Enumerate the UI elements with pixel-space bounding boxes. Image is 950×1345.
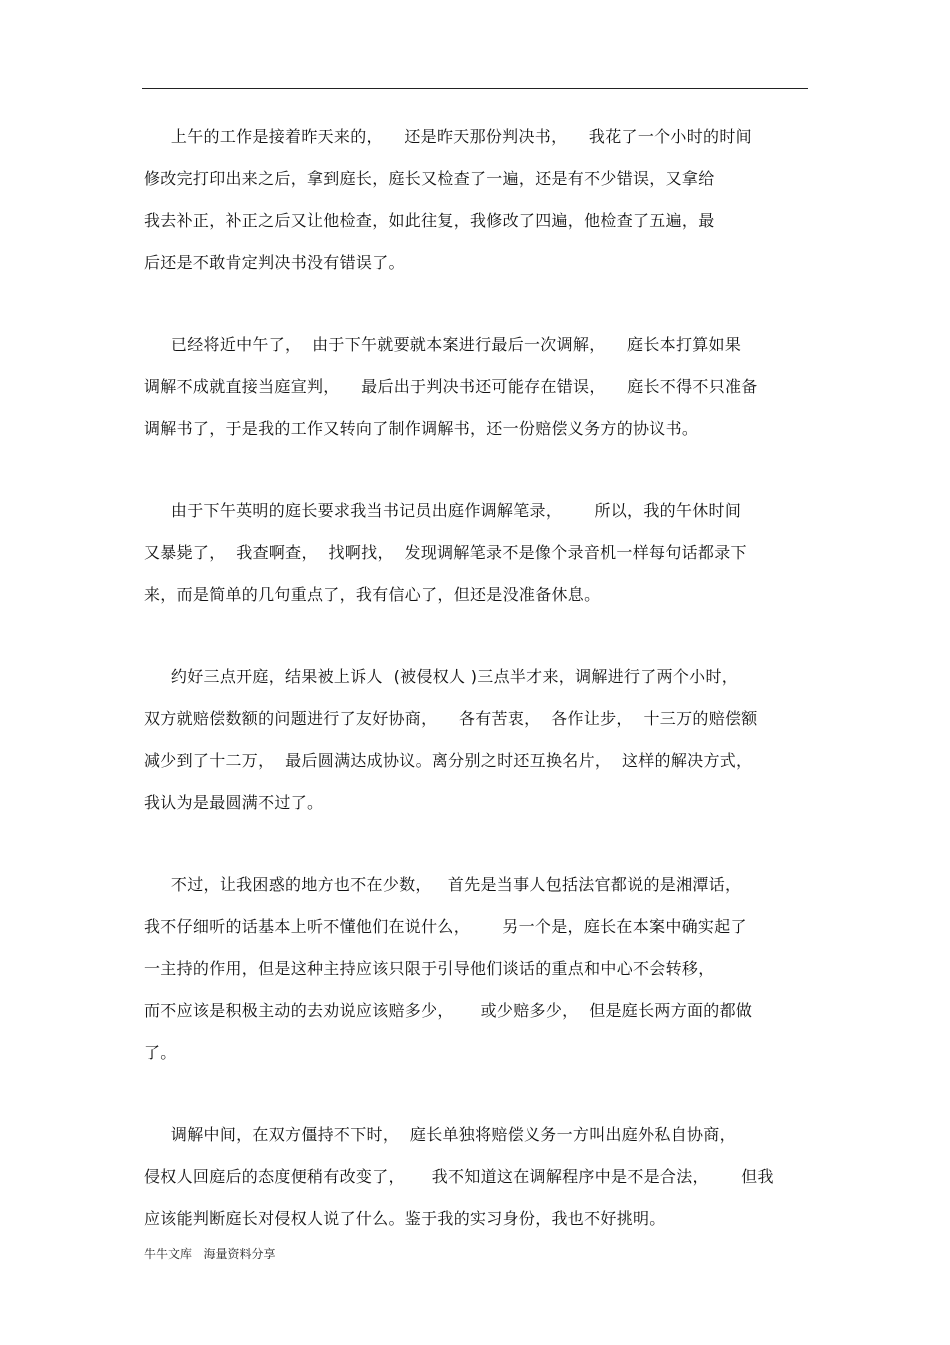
paragraph-3 <box>144 490 810 616</box>
paragraph-line: 双方就赔偿数额的问题进行了友好协商， 各有苦衷， 各作让步， 十三万的赔偿额 <box>144 709 758 728</box>
paragraph-line: 侵权人回庭后的态度便稍有改变了， 我不知道这在调解程序中是不是合法， 但我 <box>144 1167 774 1186</box>
paragraph-line: 调解不成就直接当庭宣判， 最后出于判决书还可能存在错误， 庭长不得不只准备 <box>144 377 758 396</box>
header-rule <box>142 88 808 89</box>
paragraph-line: 后还是不敢肯定判决书没有错误了。 <box>144 253 405 272</box>
paragraph-line: 而不应该是积极主动的去劝说应该赔多少， 或少赔多少， 但是庭长两方面的都做 <box>144 1001 753 1020</box>
paragraph-line: 我不仔细听的话基本上听不懂他们在说什么， 另一个是，庭长在本案中确实起了 <box>144 917 747 936</box>
paragraph-line: 我去补正，补正之后又让他检查，如此往复，我修改了四遍，他检查了五遍，最 <box>144 211 715 230</box>
paragraph-line: 调解中间，在双方僵持不下时， 庭长单独将赔偿义务一方叫出庭外私自协商， <box>144 1125 736 1144</box>
paragraph-line: 应该能判断庭长对侵权人说了什么。鉴于我的实习身份，我也不好挑明。 <box>144 1209 666 1228</box>
paragraph-line: 又暴毙了， 我查啊查， 找啊找， 发现调解笔录不是像个录音机一样每句话都录下 <box>144 543 747 562</box>
paragraph-line: 了。 <box>144 1043 177 1062</box>
paragraph-line: 调解书了，于是我的工作又转向了制作调解书，还一份赔偿义务方的协议书。 <box>144 419 699 438</box>
paragraph-5 <box>144 864 810 1074</box>
paragraph-line: 减少到了十二万， 最后圆满达成协议。离分别之时还互换名片， 这样的解决方式， <box>144 751 753 770</box>
paragraph-line: 我认为是最圆满不过了。 <box>144 793 324 812</box>
paragraph-line: 由于下午英明的庭长要求我当书记员出庭作调解笔录， 所以，我的午休时间 <box>144 501 742 520</box>
paragraph-line: 已经将近中午了， 由于下午就要就本案进行最后一次调解， 庭长本打算如果 <box>144 335 742 354</box>
paragraph-1 <box>144 116 810 284</box>
paragraph-line: 不过，让我困惑的地方也不在少数， 首先是当事人包括法官都说的是湘潭话， <box>144 875 742 894</box>
paragraph-line: 约好三点开庭，结果被上诉人 (被侵权人 )三点半才来，调解进行了两个小时， <box>144 667 739 686</box>
paragraph-4 <box>144 656 810 824</box>
paragraph-line: 修改完打印出来之后，拿到庭长，庭长又检查了一遍，还是有不少错误，又拿给 <box>144 169 715 188</box>
paragraph-line: 一主持的作用，但是这种主持应该只限于引导他们谈话的重点和中心不会转移， <box>144 959 715 978</box>
footer-text: 牛牛文库 海量资料分享 <box>144 1247 276 1261</box>
paragraph-line: 来，而是简单的几句重点了，我有信心了，但还是没准备休息。 <box>144 585 601 604</box>
paragraph-6 <box>144 1114 810 1240</box>
paragraph-line: 上午的工作是接着昨天来的， 还是昨天那份判决书， 我花了一个小时的时间 <box>144 127 752 146</box>
paragraph-2 <box>144 324 810 450</box>
